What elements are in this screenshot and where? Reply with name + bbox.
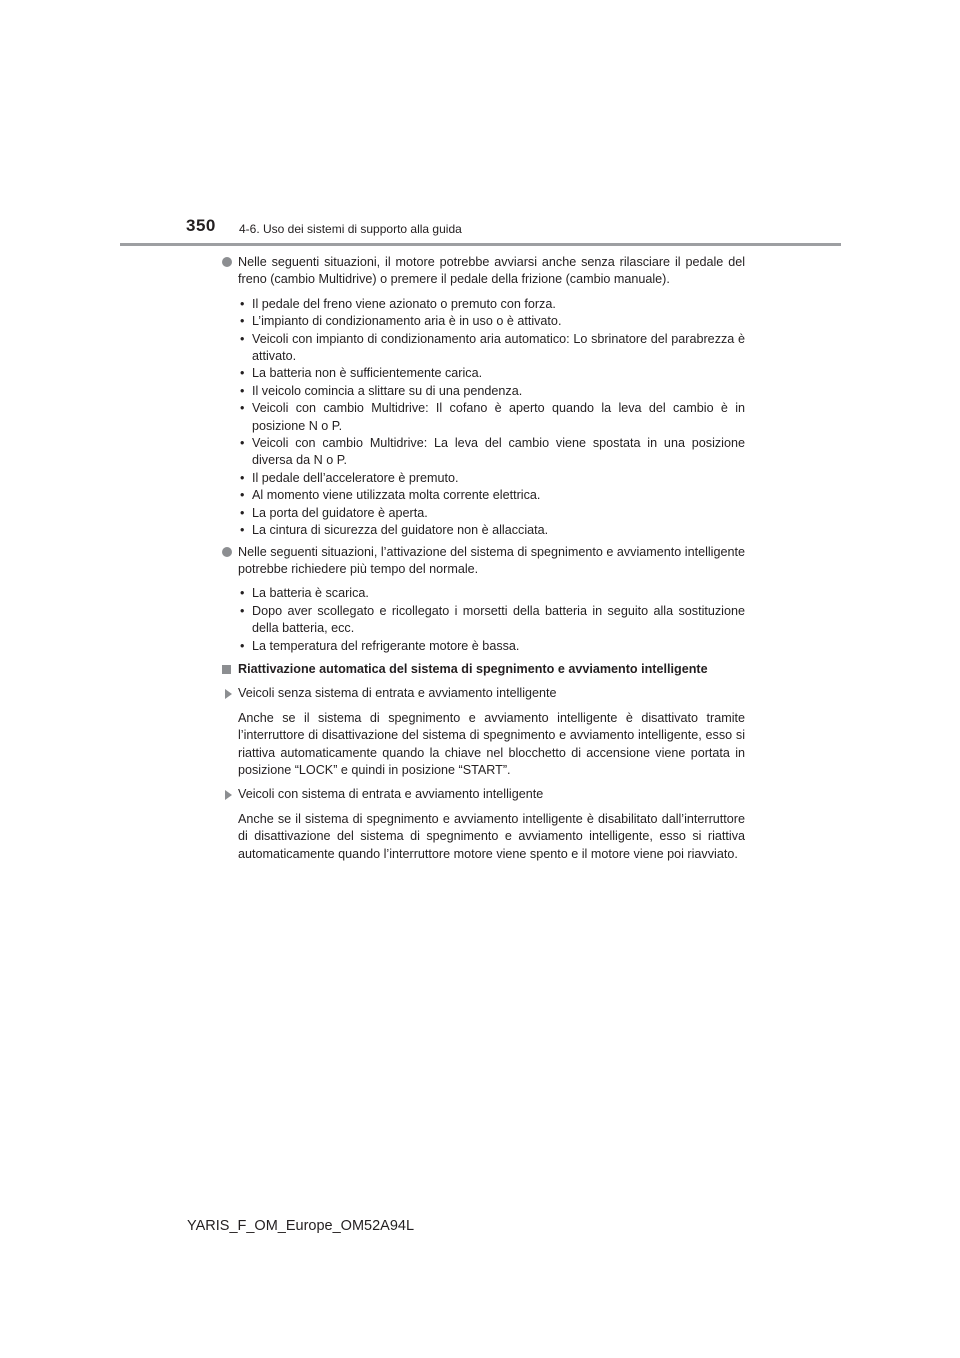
note-text: Nelle seguenti situazioni, il motore potrebbe avviarsi anche senza rilasciare il pedale del freno (cambio Multidrive) o premere il pedale della frizione (cambio manuale). bbox=[238, 255, 745, 287]
list-item: • L’impianto di condizionamento aria è in uso o è attivato. bbox=[240, 314, 562, 329]
list-item: • Il pedale del freno viene azionato o premuto con forza. bbox=[240, 296, 556, 311]
bullet-list-2 bbox=[222, 585, 745, 655]
list-item: • Il pedale dell’acceleratore è premuto. bbox=[240, 470, 459, 485]
triangle-bullet-icon bbox=[222, 685, 232, 704]
list-item: • La batteria è scarica. bbox=[240, 586, 369, 601]
triangle-bullet-icon bbox=[222, 786, 232, 805]
document-code: YARIS_F_OM_Europe_OM52A94L bbox=[187, 1218, 415, 1234]
circle-bullet-icon bbox=[222, 544, 232, 561]
list-item: • Veicoli con cambio Multidrive: Il cofano è aperto quando la leva del cambio è in posizione N o P. bbox=[240, 401, 745, 433]
list-item: • La porta del guidatore è aperta. bbox=[240, 505, 428, 520]
list-item: • Veicoli con impianto di condizionamento aria automatico: Lo sbrinatore del parabrezza è attivato. bbox=[240, 331, 745, 364]
subsection-2-body: Anche se il sistema di spegnimento e avviamento intelligente è disabilitato dall’interruttore di disattivazione del sistema di spegnimento e avviamento intelligente, esso si riattiva automaticamente quando l’interruttore motore viene spento e il motore viene poi riavviato. bbox=[238, 811, 745, 861]
section-header: 4-6. Uso dei sistemi di supporto alla guida bbox=[239, 222, 462, 236]
circle-bullet-icon bbox=[222, 254, 232, 271]
header-divider bbox=[120, 243, 841, 246]
list-item: • Al momento viene utilizzata molta corrente elettrica. bbox=[240, 488, 541, 503]
subsection-1-title: Veicoli senza sistema di entrata e avviamento intelligente bbox=[222, 685, 745, 702]
subsection-1-body: Anche se il sistema di spegnimento e avviamento intelligente è disattivato tramite l’interruttore di disattivazione del sistema di spegnimento e avviamento intelligente, esso si riattiva automaticamente quando la chiave nel blocchetto di accensione viene portata in posizione “LOCK” e quindi in posizione “START”. bbox=[238, 710, 745, 777]
list-item: • La batteria non è sufficientemente carica. bbox=[240, 366, 483, 381]
list-item: • La temperatura del refrigerante motore è bassa. bbox=[240, 638, 520, 653]
page-content bbox=[222, 254, 745, 863]
note-block-1 bbox=[222, 254, 745, 289]
note-block-2 bbox=[222, 544, 745, 579]
bullet-list-1 bbox=[222, 296, 745, 540]
page-number: 350 bbox=[186, 216, 216, 235]
section-heading: Riattivazione automatica del sistema di spegnimento e avviamento intelligente bbox=[222, 661, 745, 678]
list-item: • La cintura di sicurezza del guidatore non è allacciata. bbox=[240, 523, 549, 538]
subsection-2-title: Veicoli con sistema di entrata e avviamento intelligente bbox=[222, 786, 745, 803]
note-text: Nelle seguenti situazioni, l’attivazione del sistema di spegnimento e avviamento intelligente potrebbe richiedere più tempo del normale. bbox=[238, 544, 745, 576]
list-item: • Dopo aver scollegato e ricollegato i morsetti della batteria in seguito alla sostituzione della batteria, ecc. bbox=[240, 603, 745, 636]
square-bullet-icon bbox=[222, 661, 231, 678]
list-item: • Il veicolo comincia a slittare su di una pendenza. bbox=[240, 383, 523, 398]
list-item: • Veicoli con cambio Multidrive: La leva del cambio viene spostata in una posizione diversa da N o P. bbox=[240, 436, 745, 468]
